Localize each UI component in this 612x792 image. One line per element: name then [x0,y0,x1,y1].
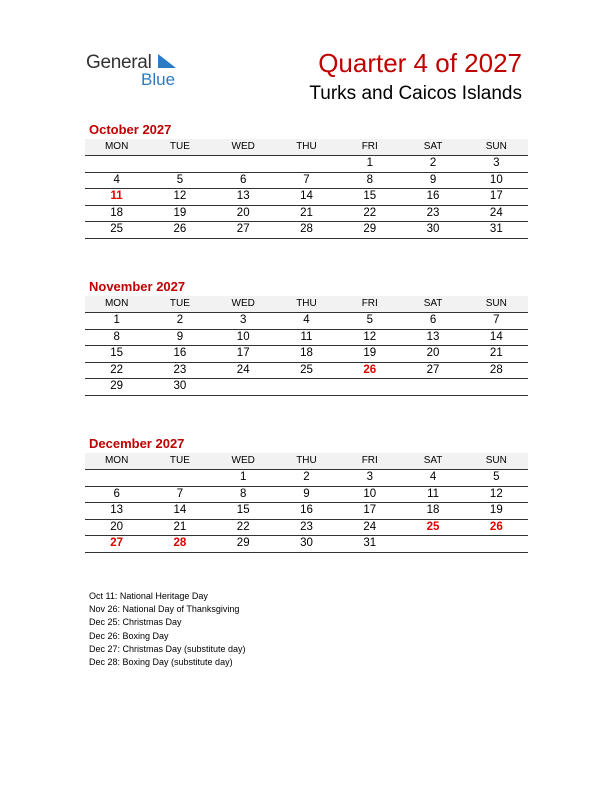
day-cell [275,379,338,395]
weekday-label: THU [296,141,317,152]
day-cell: 18 [426,504,440,516]
day-cell [465,379,528,395]
day-cell: 17 [236,347,250,359]
weekday-label: TUE [169,455,190,466]
day-cell [275,156,338,172]
weekday-label: MON [104,455,129,466]
day-cell: 3 [366,471,373,483]
day-cell: 31 [363,537,377,549]
day-cell: 9 [303,487,310,500]
weekday-label: MON [104,298,129,309]
day-cell: 22 [110,363,124,376]
day-cell: 9 [429,173,437,186]
week-row [85,487,528,504]
month-title: October 2027 [89,122,172,137]
day-cell: 25 [110,223,124,235]
day-cell: 27 [236,223,250,235]
day-cell: 10 [363,487,377,500]
day-cell: 17 [489,190,503,202]
day-cell: 28 [489,363,503,376]
holiday-note: Dec 27: Christmas Day (substitute day) [89,643,246,654]
day-cell: 6 [240,173,247,186]
day-cell [148,156,211,172]
day-cell: 18 [300,347,313,359]
day-cell: 26 [489,520,503,533]
day-cell: 24 [236,363,250,376]
day-cell: 19 [489,504,503,516]
day-cell: 4 [303,314,310,326]
weekday-header [85,296,528,313]
day-cell: 17 [363,504,377,516]
day-cell: 15 [363,190,377,202]
day-cell: 3 [493,157,500,169]
weekday-label: SAT [423,298,443,309]
week-row [85,379,528,396]
day-cell: 6 [113,487,120,500]
weekday-label: TUE [169,298,190,309]
day-cell: 7 [493,314,500,326]
day-cell: 29 [110,380,124,392]
page-title: Quarter 4 of 2027 [318,48,522,78]
day-cell: 11 [110,190,123,202]
day-cell: 25 [426,520,440,533]
day-cell: 24 [363,520,377,533]
weekday-label: SAT [423,455,443,466]
holiday-notes [89,590,246,669]
month-december [85,435,528,553]
day-cell: 6 [429,314,437,326]
day-cell: 31 [489,223,503,235]
month-november [85,278,528,396]
week-row [85,536,528,553]
day-cell: 11 [427,487,440,500]
day-cell [401,379,464,395]
weekday-label: THU [296,455,317,466]
day-cell: 26 [363,363,377,376]
weekday-label: SUN [485,298,507,309]
day-cell: 7 [176,487,184,500]
day-cell: 29 [363,223,377,235]
day-cell: 19 [173,206,187,219]
week-row [85,330,528,347]
day-cell [401,536,464,552]
day-cell: 15 [110,347,124,359]
day-cell: 16 [426,190,440,202]
day-cell: 30 [300,537,313,549]
day-cell: 22 [236,520,250,533]
day-cell: 26 [173,223,187,235]
day-cell: 8 [113,330,120,343]
day-cell: 12 [363,330,377,343]
day-cell: 12 [489,487,503,500]
day-cell: 28 [300,223,313,235]
weekday-label: FRI [361,298,378,309]
weekday-label: THU [296,298,317,309]
day-cell: 18 [110,206,124,219]
day-cell: 2 [429,157,437,169]
day-cell: 10 [236,330,250,343]
logo-word-blue: Blue [141,70,176,89]
day-cell: 30 [173,380,187,392]
day-cell: 4 [113,173,120,186]
day-cell: 11 [300,330,313,343]
day-cell: 27 [426,363,440,376]
weekday-header [85,453,528,470]
weekday-label: WED [231,298,255,309]
day-cell: 21 [489,347,503,359]
week-row [85,470,528,487]
day-cell [212,156,275,172]
day-cell: 16 [300,504,313,516]
day-cell: 13 [426,330,440,343]
weekday-label: WED [231,141,255,152]
day-cell: 2 [303,471,310,483]
week-row [85,503,528,520]
weekday-label: TUE [169,141,190,152]
day-cell: 23 [426,206,440,219]
month-title: December 2027 [89,436,185,451]
day-cell: 14 [300,190,313,202]
week-row [85,313,528,330]
day-cell: 27 [110,537,124,549]
weekday-header [85,139,528,156]
day-cell: 20 [110,520,124,533]
day-cell [338,379,401,395]
day-cell: 15 [236,504,250,516]
day-cell: 3 [240,314,247,326]
day-cell: 13 [110,504,124,516]
day-cell [465,536,528,552]
day-cell: 7 [303,173,310,186]
weekday-label: MON [104,141,129,152]
week-row [85,173,528,190]
day-cell: 2 [176,314,184,326]
day-cell: 24 [489,206,503,219]
day-cell: 8 [366,173,373,186]
holiday-note: Nov 26: National Day of Thanksgiving [89,604,240,615]
day-cell: 23 [173,363,187,376]
day-cell: 1 [366,157,373,169]
day-cell: 16 [173,347,187,359]
week-row [85,189,528,206]
day-cell: 5 [493,471,500,483]
day-cell [148,470,211,486]
day-cell: 19 [363,347,377,359]
day-cell: 10 [489,173,503,186]
day-cell: 25 [300,363,313,376]
logo-word-general: General [86,52,152,73]
day-cell: 29 [236,537,250,549]
logo-triangle-icon [158,54,176,68]
day-cell: 20 [426,347,440,359]
week-row [85,346,528,363]
week-row [85,363,528,380]
weekday-label: FRI [361,455,378,466]
day-cell: 5 [366,314,373,326]
day-cell: 30 [426,223,440,235]
day-cell [85,470,148,486]
week-row [85,156,528,173]
day-cell: 14 [489,330,503,343]
day-cell: 8 [240,487,247,500]
weekday-label: SAT [423,141,443,152]
day-cell: 28 [173,537,187,549]
day-cell: 1 [113,314,120,326]
holiday-note: Dec 28: Boxing Day (substitute day) [89,657,233,668]
day-cell: 1 [240,471,247,483]
day-cell: 21 [173,520,187,533]
month-october [85,121,528,239]
holiday-note: Dec 25: Christmas Day [89,617,182,628]
day-cell: 14 [173,504,187,516]
month-title: November 2027 [89,279,186,294]
weekday-label: WED [231,455,255,466]
weekday-label: FRI [361,141,378,152]
day-cell: 21 [300,206,313,219]
day-cell [85,156,148,172]
day-cell: 13 [236,190,250,202]
week-row [85,206,528,223]
weekday-label: SUN [485,455,507,466]
day-cell: 20 [236,206,250,219]
day-cell: 4 [429,471,437,483]
generalblue-logo [86,50,196,90]
page-subtitle: Turks and Caicos Islands [309,83,522,104]
day-cell: 22 [363,206,377,219]
week-row [85,520,528,537]
weekday-label: SUN [485,141,507,152]
day-cell: 9 [176,330,184,343]
day-cell: 12 [173,190,187,202]
holiday-note: Dec 26: Boxing Day [89,630,169,641]
day-cell [212,379,275,395]
day-cell: 23 [300,520,313,533]
day-cell: 5 [176,173,184,186]
holiday-note: Oct 11: National Heritage Day [89,591,208,601]
week-row [85,222,528,239]
